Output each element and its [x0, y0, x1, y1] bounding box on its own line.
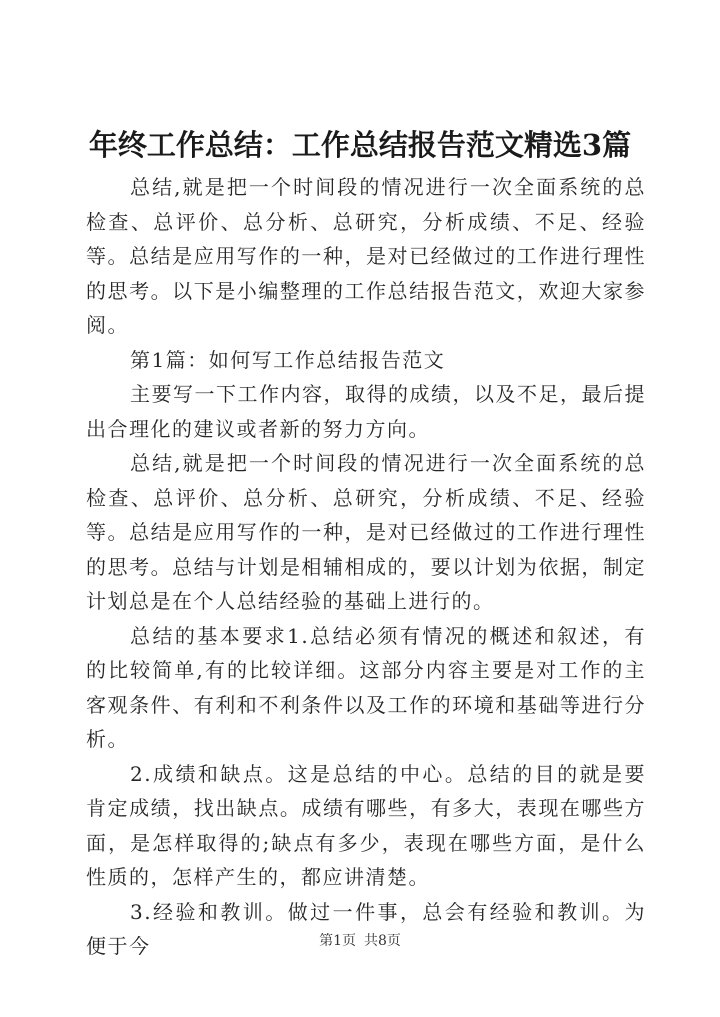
- page-footer: [0, 931, 720, 951]
- page-number: 第1页: [319, 933, 356, 949]
- paragraph-lessons: 3.经验和教训。做过一件事，总会有经验和教训。为便于今: [86, 899, 646, 958]
- paragraph-definition: 总结,就是把一个时间段的情况进行一次全面系统的总检查、总评价、总分析、总研究，分析成绩、不足、经验等。总结是应用写作的一种，是对已经做过的工作进行理性的思考。总结与计划是相辅相成的，要以计划为依据，制定计划总是在个人总结经验的基础上进行的。: [86, 451, 646, 613]
- paragraph-section-heading: 第1篇：如何写工作总结报告范文: [130, 347, 446, 372]
- page-total: 共8页: [364, 933, 401, 949]
- paragraph-intro: 总结,就是把一个时间段的情况进行一次全面系统的总检查、总评价、总分析、总研究，分析成绩、不足、经验等。总结是应用写作的一种，是对已经做过的工作进行理性的思考。以下是小编整理的工作总结报告范文，欢迎大家参阅。: [86, 175, 646, 337]
- paragraph-main-content: 主要写一下工作内容，取得的成绩，以及不足，最后提出合理化的建议或者新的努力方向。: [86, 382, 646, 441]
- paragraph-basic-requirements: 总结的基本要求1.总结必须有情况的概述和叙述，有的比较简单,有的比较详细。这部分内容主要是对工作的主客观条件、有利和不利条件以及工作的环境和基础等进行分析。: [86, 623, 646, 751]
- document-title: 年终工作总结：工作总结报告范文精选3篇: [88, 128, 632, 162]
- document-body: [86, 170, 646, 964]
- paragraph-achievements: 2.成绩和缺点。这是总结的中心。总结的目的就是要肯定成绩，找出缺点。成绩有哪些，有多大，表现在哪些方面，是怎样取得的;缺点有多少，表现在哪些方面，是什么性质的，怎样产生的，都应讲清楚。: [86, 761, 646, 889]
